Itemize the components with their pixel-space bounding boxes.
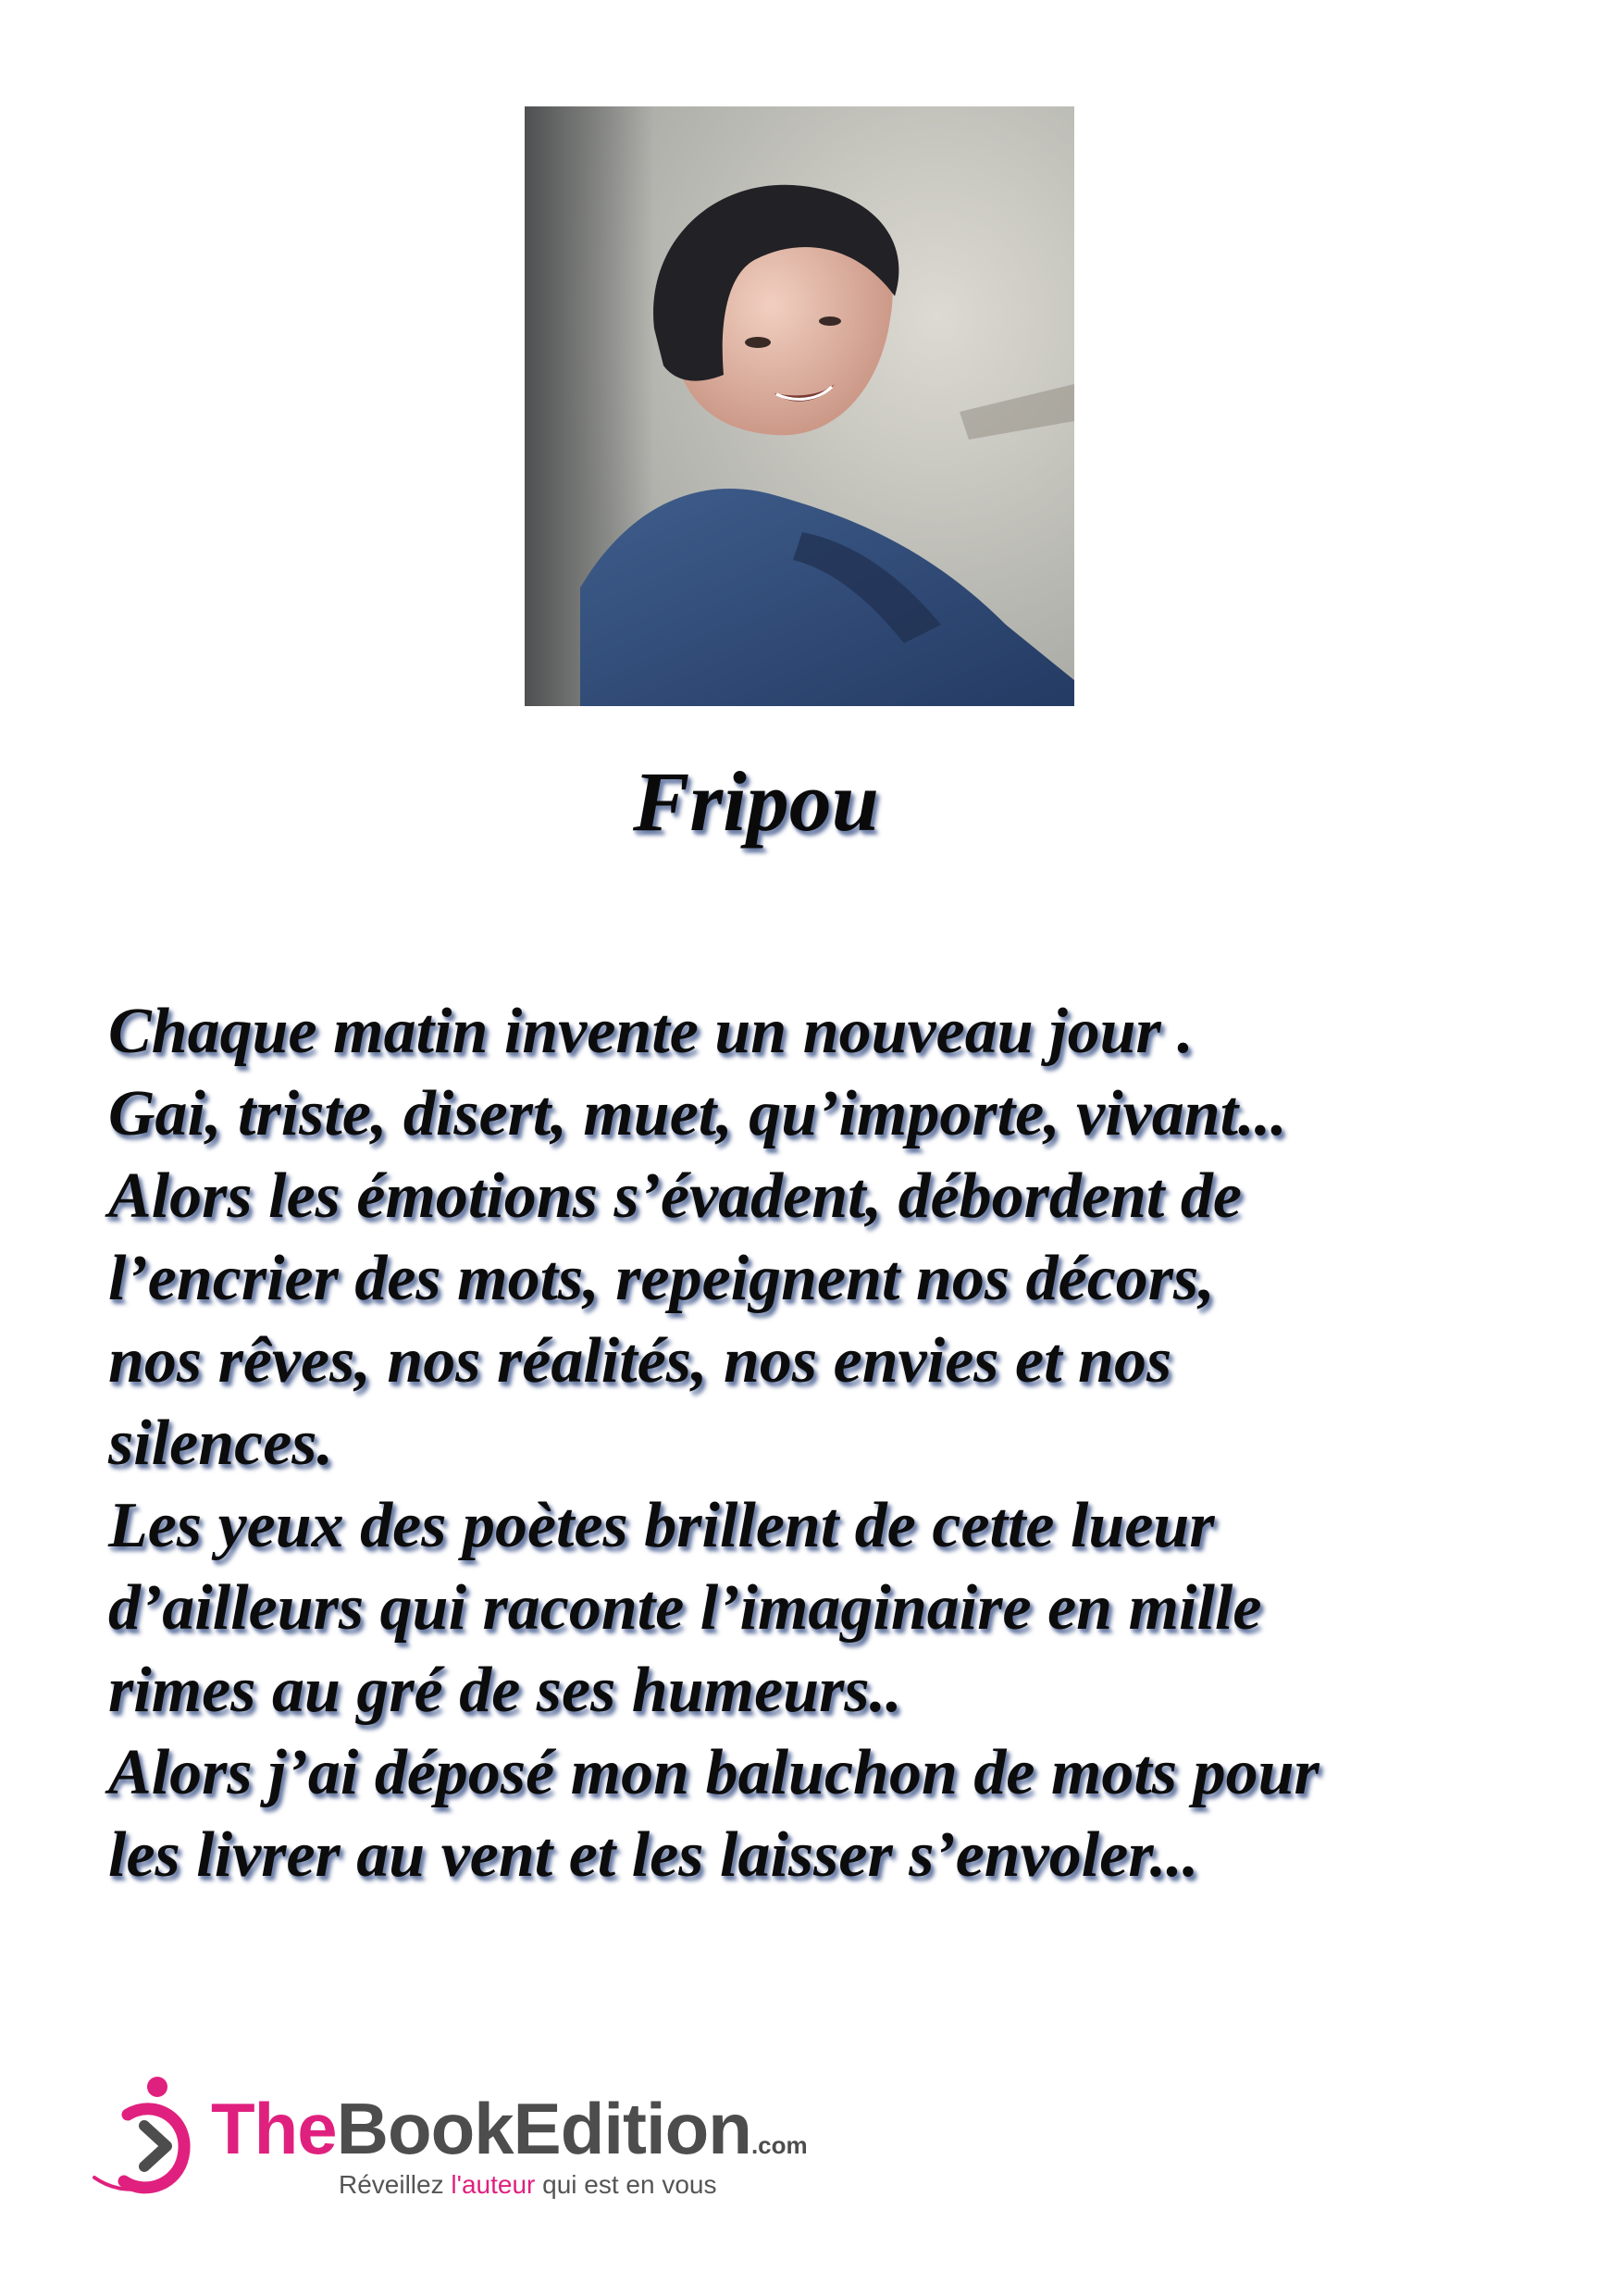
poem-line: Chaque matin invente un nouveau jour . (108, 996, 1194, 1067)
publisher-logo (91, 2068, 831, 2207)
poem (108, 990, 1552, 1896)
author-name: Fripou (633, 754, 879, 849)
logo-tld: .com (750, 2131, 808, 2159)
poem-line: Gai, triste, disert, muet, qu’importe, vivant... (108, 1078, 1287, 1149)
poem-line: Alors j’ai déposé mon baluchon de mots pour (108, 1737, 1319, 1808)
logo-tagline-start: Réveillez (339, 2170, 452, 2199)
poem-line: rimes au gré de ses humeurs.. (108, 1655, 902, 1726)
logo-word-the: The (211, 2088, 337, 2169)
poem-line: d’ailleurs qui raconte l’imaginaire en mille (108, 1572, 1262, 1644)
author-photo (525, 106, 1074, 706)
poem-line: Alors les émotions s’évadent, débordent de (108, 1160, 1242, 1232)
poem-line: silences. (108, 1408, 334, 1479)
author-portrait-photo (525, 106, 1074, 706)
logo-wordmark (211, 2088, 808, 2169)
thebookedition-logo-icon (91, 2068, 202, 2207)
logo-word-book: Book (336, 2088, 514, 2169)
poem-line: l’encrier des mots, repeignent nos décors, (108, 1243, 1215, 1314)
poem-line: les livrer au vent et les laisser s’envoler... (108, 1819, 1199, 1891)
poem-line: Les yeux des poètes brillent de cette lueur (108, 1490, 1215, 1561)
logo-tagline-highlight: l'auteur (451, 2170, 536, 2199)
logo-word-edition: Edition (513, 2088, 751, 2169)
poem-line: nos rêves, nos réalités, nos envies et nos (108, 1325, 1172, 1396)
logo-tagline (339, 2172, 716, 2198)
logo-tagline-end: qui est en vous (535, 2170, 717, 2199)
